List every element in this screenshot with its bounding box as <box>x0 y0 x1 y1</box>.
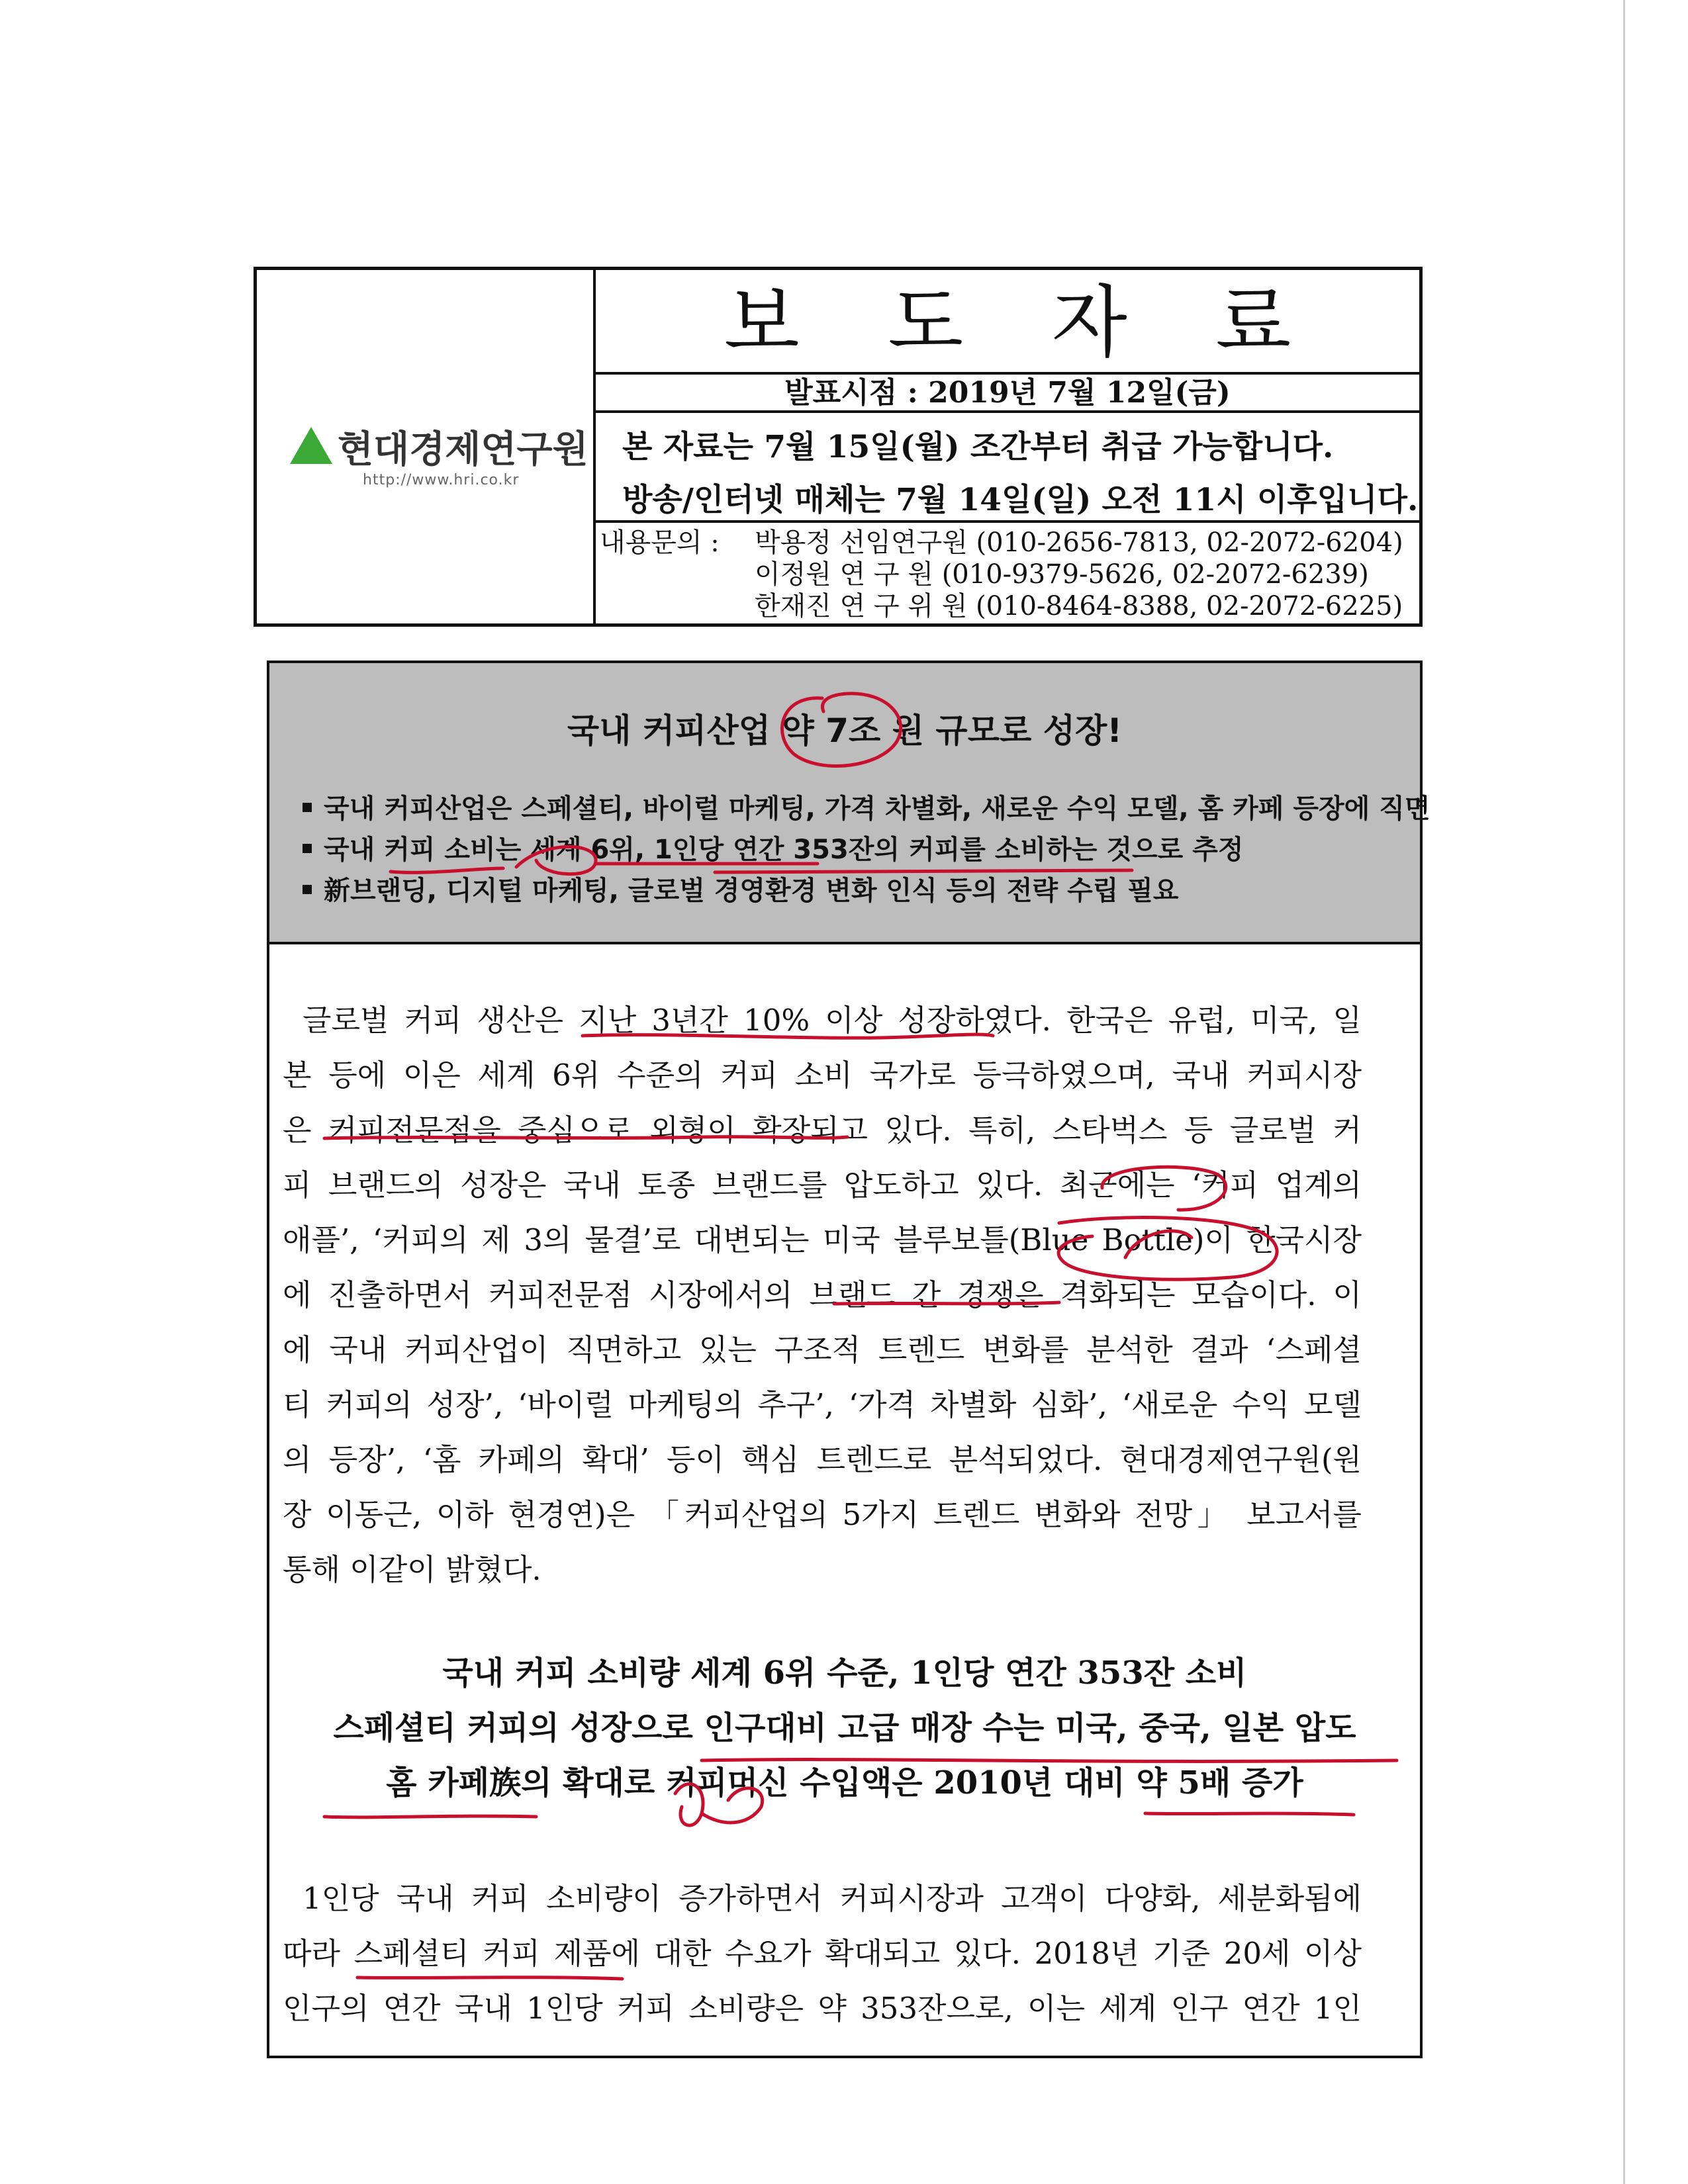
paragraph-line: 1인당 국내 커피 소비량이 증가하면서 커피시장과 고객이 다양화, 세분화됨에 <box>303 1881 1362 1916</box>
logo-cell <box>257 270 596 623</box>
bullet-square-icon <box>303 885 312 894</box>
subheading: 국내 커피 소비량 세계 6위 수준, 1인당 연간 353잔 소비 <box>442 1655 1247 1692</box>
summary-box <box>267 660 1430 942</box>
embargo-notice <box>596 413 1419 523</box>
summary-bullet-text: 국내 커피 소비는 세계 6위, 1인당 연간 353잔의 커피를 소비하는 것으로 추정 <box>324 835 1244 865</box>
summary-bullet-text: 新브랜딩, 디지털 마케팅, 글로벌 경영환경 변화 인식 등의 전략 수립 필요 <box>324 876 1179 906</box>
title-cell <box>596 270 1419 375</box>
subheading: 홈 카페族의 확대로 커피머신 수입액은 2010년 대비 약 5배 증가 <box>386 1764 1303 1801</box>
paragraph-line: 장 이동근, 이하 현경연)은 「커피산업의 5가지 트렌드 변화와 전망」 보고서를 <box>283 1497 1362 1532</box>
summary-title: 국내 커피산업 약 7조 원 규모로 성장! <box>567 711 1123 750</box>
paragraph-line: 티 커피의 성장’, ‘바이럴 마케팅의 추구’, ‘가격 차별화 심화’, ‘새로운 수익 모델 <box>283 1387 1362 1422</box>
contact-line: 이정원 연 구 원 (010-9379-5626, 02-2072-6239) <box>755 559 1369 590</box>
summary-bullet <box>303 870 1179 907</box>
paragraph-line: 에 국내 커피산업이 직면하고 있는 구조적 트렌드 변화를 분석한 결과 ‘스페셜 <box>283 1332 1362 1367</box>
summary-bullet-text: 국내 커피산업은 스페셜티, 바이럴 마케팅, 가격 차별화, 새로운 수익 모델, 홈 카페 등장에 직면 <box>324 794 1430 824</box>
paragraph-line: 본 등에 이은 세계 6위 수준의 커피 소비 국가로 등극하였으며, 국내 커피시장 <box>283 1058 1362 1093</box>
contact-label: 내용문의 : <box>600 527 720 558</box>
institute-logo <box>290 420 588 493</box>
paragraph-line: 통해 이같이 밝혔다. <box>283 1552 541 1587</box>
contact-line: 한재진 연 구 위 원 (010-8464-8388, 02-2072-6225) <box>755 591 1403 621</box>
scan-page-edge <box>1623 0 1625 2184</box>
paragraph-line: 은 커피전문점을 중심으로 외형이 확장되고 있다. 특히, 스타벅스 등 글로벌 커 <box>283 1113 1362 1148</box>
paragraph-line: 에 진출하면서 커피전문점 시장에서의 브랜드 간 경쟁은 격화되는 모습이다. 이 <box>283 1277 1362 1312</box>
paragraph-line: 글로벌 커피 생산은 지난 3년간 10% 이상 성장하였다. 한국은 유럽, 미국, 일 <box>303 1003 1362 1038</box>
bullet-square-icon <box>303 844 312 853</box>
press-release-header <box>254 267 1423 627</box>
embargo-broadcast: 방송/인터넷 매체는 7월 14일(일) 오전 11시 이후입니다. <box>622 482 1419 518</box>
contact-info <box>596 523 1419 623</box>
embargo-print: 본 자료는 7월 15일(월) 조간부터 취급 가능합니다. <box>622 429 1334 465</box>
release-date: 발표시점 : 2019년 7월 12일(금) <box>596 375 1419 413</box>
logo-url: http://www.hri.co.kr <box>363 472 520 488</box>
logo-triangle-icon <box>290 427 332 464</box>
summary-bullet <box>303 788 1430 825</box>
paragraph-line: 따라 스페셜티 커피 제품에 대한 수요가 확대되고 있다. 2018년 기준 20세 이상 <box>283 1936 1362 1971</box>
paragraph-line: 피 브랜드의 성장은 국내 토종 브랜드를 압도하고 있다. 최근에는 ‘커피 업계의 <box>283 1167 1362 1203</box>
paragraph-line: 애플’, ‘커피의 제 3의 물결’로 대변되는 미국 블루보틀(Blue Bottle)이 한국시장 <box>283 1222 1362 1257</box>
subheading: 스페셜티 커피의 성장으로 인구대비 고급 매장 수는 미국, 중국, 일본 압도 <box>333 1709 1356 1747</box>
contact-line: 박용정 선임연구원 (010-2656-7813, 02-2072-6204) <box>755 527 1403 558</box>
paragraph-line: 의 등장’, ‘홈 카페의 확대’ 등이 핵심 트렌드로 분석되었다. 현대경제연구원(원 <box>283 1442 1362 1477</box>
paragraph-line: 인구의 연간 국내 1인당 커피 소비량은 약 353잔으로, 이는 세계 인구 연간 1인 <box>283 1991 1362 2026</box>
logo-name: 현대경제연구원 <box>338 428 588 471</box>
body-text-box <box>267 942 1423 2058</box>
bullet-square-icon <box>303 803 312 812</box>
page-title: 보 도 자 료 <box>724 277 1323 368</box>
summary-bullet <box>303 829 1243 866</box>
